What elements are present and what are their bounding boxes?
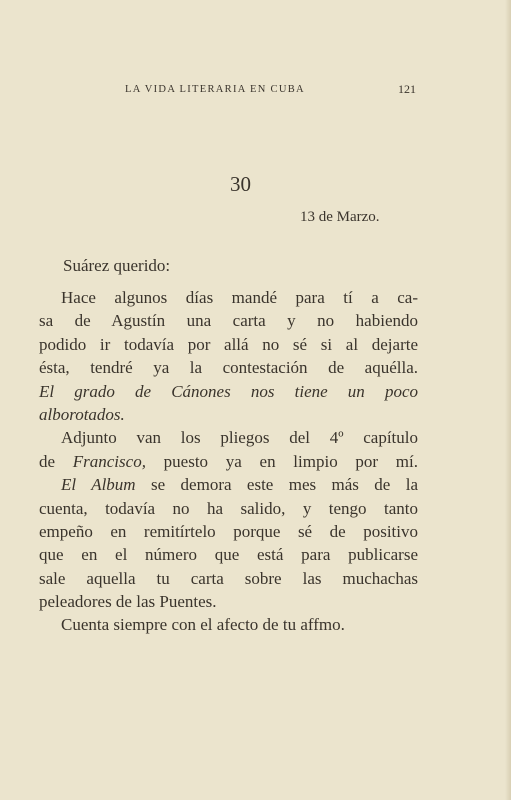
page-edge-shadow bbox=[505, 0, 511, 800]
paragraph-2-line bbox=[39, 450, 418, 473]
salutation: Suárez querido: bbox=[63, 256, 171, 275]
paragraph-2-line: Adjunto van los pliegos del 4º capítulo bbox=[61, 428, 418, 448]
book-title-francisco: Francisco, bbox=[72, 451, 146, 471]
running-title: LA VIDA LITERARIA EN CUBA bbox=[125, 84, 305, 95]
text-run: de bbox=[39, 451, 73, 471]
text-run: se demora este mes más de la bbox=[135, 475, 419, 495]
paragraph-2-line: sale aquella tu carta sobre las muchachas bbox=[39, 568, 418, 588]
paragraph-1-line: alborotados. bbox=[39, 404, 125, 424]
paragraph-1-line: Hace algunos días mandé para tí a ca- bbox=[61, 288, 418, 307]
paragraph-1-line: sa de Agustín una carta y no habiendo bbox=[39, 311, 418, 331]
letter-body bbox=[39, 286, 418, 637]
closing-line: Cuenta siempre con el afecto de tu affmo. bbox=[61, 615, 345, 635]
paragraph-2-line: empeño en remitírtelo porque sé de positivo bbox=[39, 521, 418, 541]
paragraph-1-line: ésta, tendré ya la contestación de aquélla. bbox=[39, 358, 418, 378]
page-number: 121 bbox=[398, 82, 416, 96]
letter-date: 13 de Marzo. bbox=[300, 209, 380, 225]
paragraph-2-line bbox=[39, 473, 418, 496]
paragraph-2-line: peleadores de las Puentes. bbox=[39, 592, 217, 612]
paragraph-2-line: que en el número que está para publicarse bbox=[39, 545, 418, 565]
paragraph-1-line: El grado de Cánones nos tiene un poco bbox=[39, 381, 418, 401]
paragraph-2-line: cuenta, todavía no ha salido, y tengo tanto bbox=[39, 498, 418, 518]
letter-number: 30 bbox=[230, 172, 251, 196]
periodical-title: El Album bbox=[61, 475, 136, 495]
paragraph-1-line: podido ir todavía por allá no sé si al dejarte bbox=[39, 334, 418, 354]
text-run: puesto ya en limpio por mí. bbox=[145, 451, 418, 471]
